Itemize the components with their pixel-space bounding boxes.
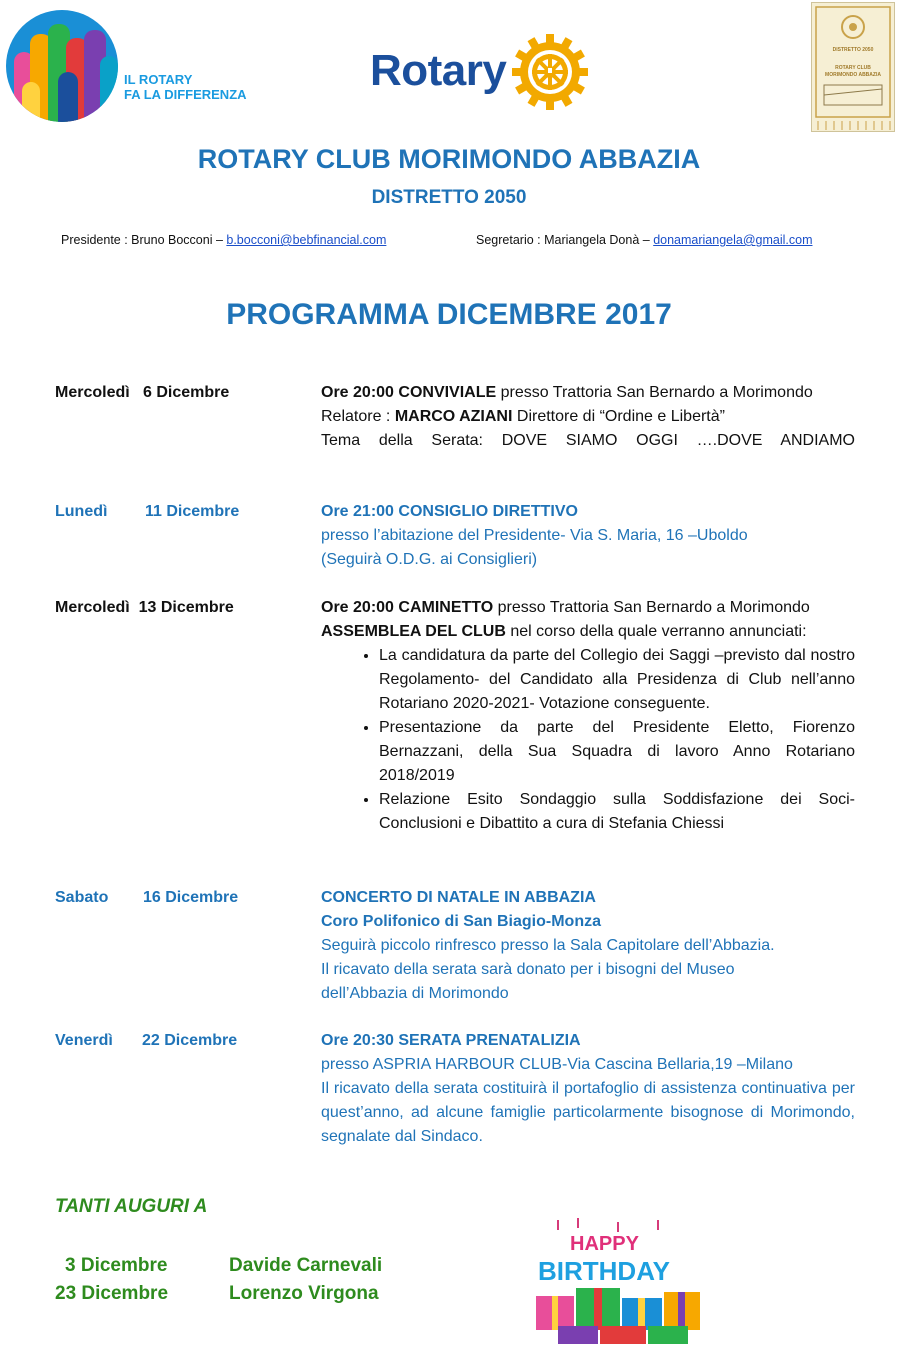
rotary-difference-logo: [6, 10, 256, 122]
event-date: Lunedì 11 Dicembre: [55, 503, 240, 520]
program-title: PROGRAMMA DICEMBRE 2017: [226, 298, 672, 331]
event-date: Sabato 16 Dicembre: [55, 889, 239, 906]
happy-birthday-image: [518, 1218, 718, 1346]
rotary-logo: [370, 32, 610, 112]
event-details: Ore 21:00 CONSIGLIO DIRETTIVO presso l’abitazione del Presidente- Via S. Maria, 16 –Uboldo (Seguirà O.D.G. ai Consiglieri): [321, 503, 748, 568]
happy-text: HAPPY: [570, 1233, 639, 1255]
birthday-date: 3 Dicembre: [65, 1255, 168, 1276]
event-details: Ore 20:30 SERATA PRENATALIZIA presso ASPRIA HARBOUR CLUB-Via Cascina Bellaria,19 –Milano Il ricavato della serata costituirà il portafoglio di assistenza continuativa per quest’anno, ad alcune famiglie particolarmente bisognose di Morimondo, segnalate dal Sindaco.: [321, 1032, 855, 1145]
event-date: Mercoledì 13 Dicembre: [55, 599, 234, 616]
list-item: • Presentazione da parte del Presidente Eletto, Fiorenzo Bernazzani, della Sua Squadra di lavoro Anno Rotariano 2018/2019: [379, 716, 855, 788]
secretary-contact: Segretario : Mariangela Donà – donamariangela@gmail.com: [476, 233, 813, 247]
event-details: Ore 20:00 CONVIVIALE presso Trattoria San Bernardo a Morimondo Relatore : MARCO AZIANI Direttore di “Ordine e Libertà” Tema della Serata: DOVE SIAMO OGGI ….DOVE ANDIAMO: [321, 384, 855, 449]
assembly-agenda-list: [321, 644, 855, 836]
birthday-text: BIRTHDAY: [538, 1256, 670, 1286]
colorful-people-graphic: [6, 10, 118, 122]
event-details: CONCERTO DI NATALE IN ABBAZIA Coro Polifonico di San Biagio-Monza Seguirà piccolo rinfresco presso la Sala Capitolare dell’Abbazia. Il ricavato della serata sarà donato per i bisogni del Museo dell’Abbazia di Morimondo: [321, 889, 775, 1002]
president-email-link[interactable]: b.bocconi@bebfinancial.com: [226, 233, 387, 247]
event-date: Venerdì 22 Dicembre: [55, 1032, 238, 1049]
list-item: • Relazione Esito Sondaggio sulla Soddisfazione dei Soci- Conclusioni e Dibattito a cura di Stefania Chiessi: [379, 788, 855, 836]
event-date: Mercoledì 6 Dicembre: [55, 384, 230, 401]
club-pennant-image: DISTRETTO 2050 ROTARY CLUB MORIMONDO ABBAZIA: [811, 2, 895, 132]
president-contact: Presidente : Bruno Bocconi – b.bocconi@bebfinancial.com: [61, 233, 387, 247]
district-heading: DISTRETTO 2050: [371, 187, 527, 208]
birthday-date: 23 Dicembre: [55, 1283, 169, 1304]
birthday-heading: TANTI AUGURI A: [55, 1196, 208, 1217]
rotary-wordmark: Rotary: [370, 46, 507, 95]
secretary-email-link[interactable]: donamariangela@gmail.com: [653, 233, 813, 247]
club-name-heading: ROTARY CLUB MORIMONDO ABBAZIA: [197, 144, 701, 174]
birthday-name: Lorenzo Virgona: [229, 1283, 379, 1304]
logo-tagline: IL ROTARY FA LA DIFFERENZA: [124, 72, 247, 102]
event-details: Ore 20:00 CAMINETTO presso Trattoria San Bernardo a Morimondo ASSEMBLEA DEL CLUB nel corso della quale verranno annunciati: • La candidatura da parte del Collegio dei Saggi –previsto dal nostro Regolamento- del Candidato alla Presidenza di Club nell’anno Rotariano 2020-2021- Votazione conseguente. • Presentazione da parte del Presidente Eletto, Fiorenzo Bernazzani, della Sua Squadra di lavoro Anno Rotariano 2018/2019 • Relazione Esito Sondaggio sulla Soddisfazione dei Soci- Conclusioni e Dibattito a cura di Stefania Chiessi: [321, 596, 855, 836]
birthday-name: Davide Carnevali: [229, 1255, 383, 1276]
rotary-wheel-icon: [510, 32, 590, 112]
list-item: • La candidatura da parte del Collegio dei Saggi –previsto dal nostro Regolamento- del Candidato alla Presidenza di Club nell’anno Rotariano 2020-2021- Votazione conseguente.: [379, 644, 855, 716]
